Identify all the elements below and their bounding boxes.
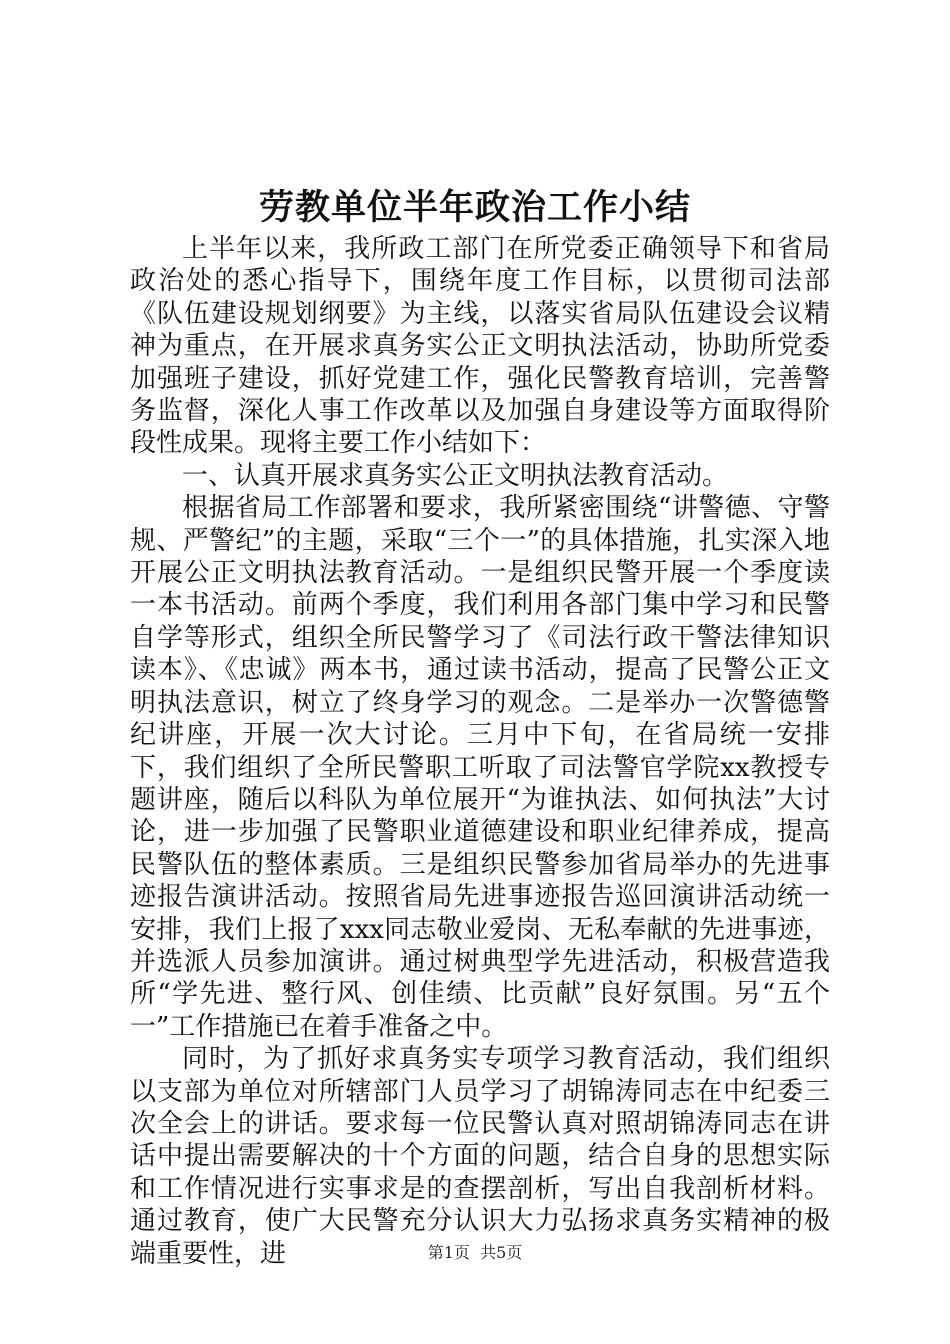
body-paragraph: 同时，为了抓好求真务实专项学习教育活动，我们组织以支部为单位对所辖部门人员学习了胡锦涛同志在中纪委三次全会上的讲话。要求每一位民警认真对照胡锦涛同志在讲话中提出需要解决的十个方面的问题，结合自身的思想实际和工作情况进行实事求是的查摆剖析，写出自我剖析材料。通过教育，使广大民警充分认识大力弘扬求真务实精神的极端重要性，进 (130, 1044, 830, 1269)
section-heading: 一、认真开展求真务实公正文明执法教育活动。 (182, 460, 729, 491)
body-paragraph: 根据省局工作部署和要求，我所紧密围绕“讲警德、守警规、严警纪”的主题，采取“三个一”的具体措施，扎实深入地开展公正文明执法教育活动。一是组织民警开展一个季度读一本书活动。前两个季度，我们利用各部门集中学习和民警自学等形式，组织全所民警学习了《司法行政干警法律知识读本》、《忠诚》两本书，通过读书活动，提高了民警公正文明执法意识，树立了终身学习的观念。二是举办一次警德警纪讲座，开展一次大讨论。三月中下旬，在省局统一安排下，我们组织了全所民警职工听取了司法警官学院xx教授专题讲座，随后以科队为单位展开“为谁执法、如何执法”大讨论，进一步加强了民警职业道德建设和职业纪律养成，提高民警队伍的整体素质。三是组织民警参加省局举办的先进事迹报告演讲活动。按照省局先进事迹报告巡回演讲活动统一安排，我们上报了xxx同志敬业爱岗、无私奉献的先进事迹，并选派人员参加演讲。通过树典型学先进活动，积极营造我所“学先进、整行风、创佳绩、比贡献”良好氛围。另“五个一”工作措施已在着手准备之中。 (130, 493, 830, 1042)
document-title: 劳教单位半年政治工作小结 (258, 187, 691, 228)
document-body (130, 233, 830, 1270)
intro-paragraph: 上半年以来，我所政工部门在所党委正确领导下和省局政治处的悉心指导下，围绕年度工作目标，以贯彻司法部《队伍建设规划纲要》为主线，以落实省局队伍建设会议精神为重点，在开展求真务实公正文明执法活动，协助所党委加强班子建设，抓好党建工作，强化民警教育培训，完善警务监督，深化人事工作改革以及加强自身建设等方面取得阶段性成果。现将主要工作小结如下： (130, 234, 830, 459)
page-number: 第1页 共5页 (427, 1243, 523, 1262)
page-footer (0, 1242, 950, 1264)
